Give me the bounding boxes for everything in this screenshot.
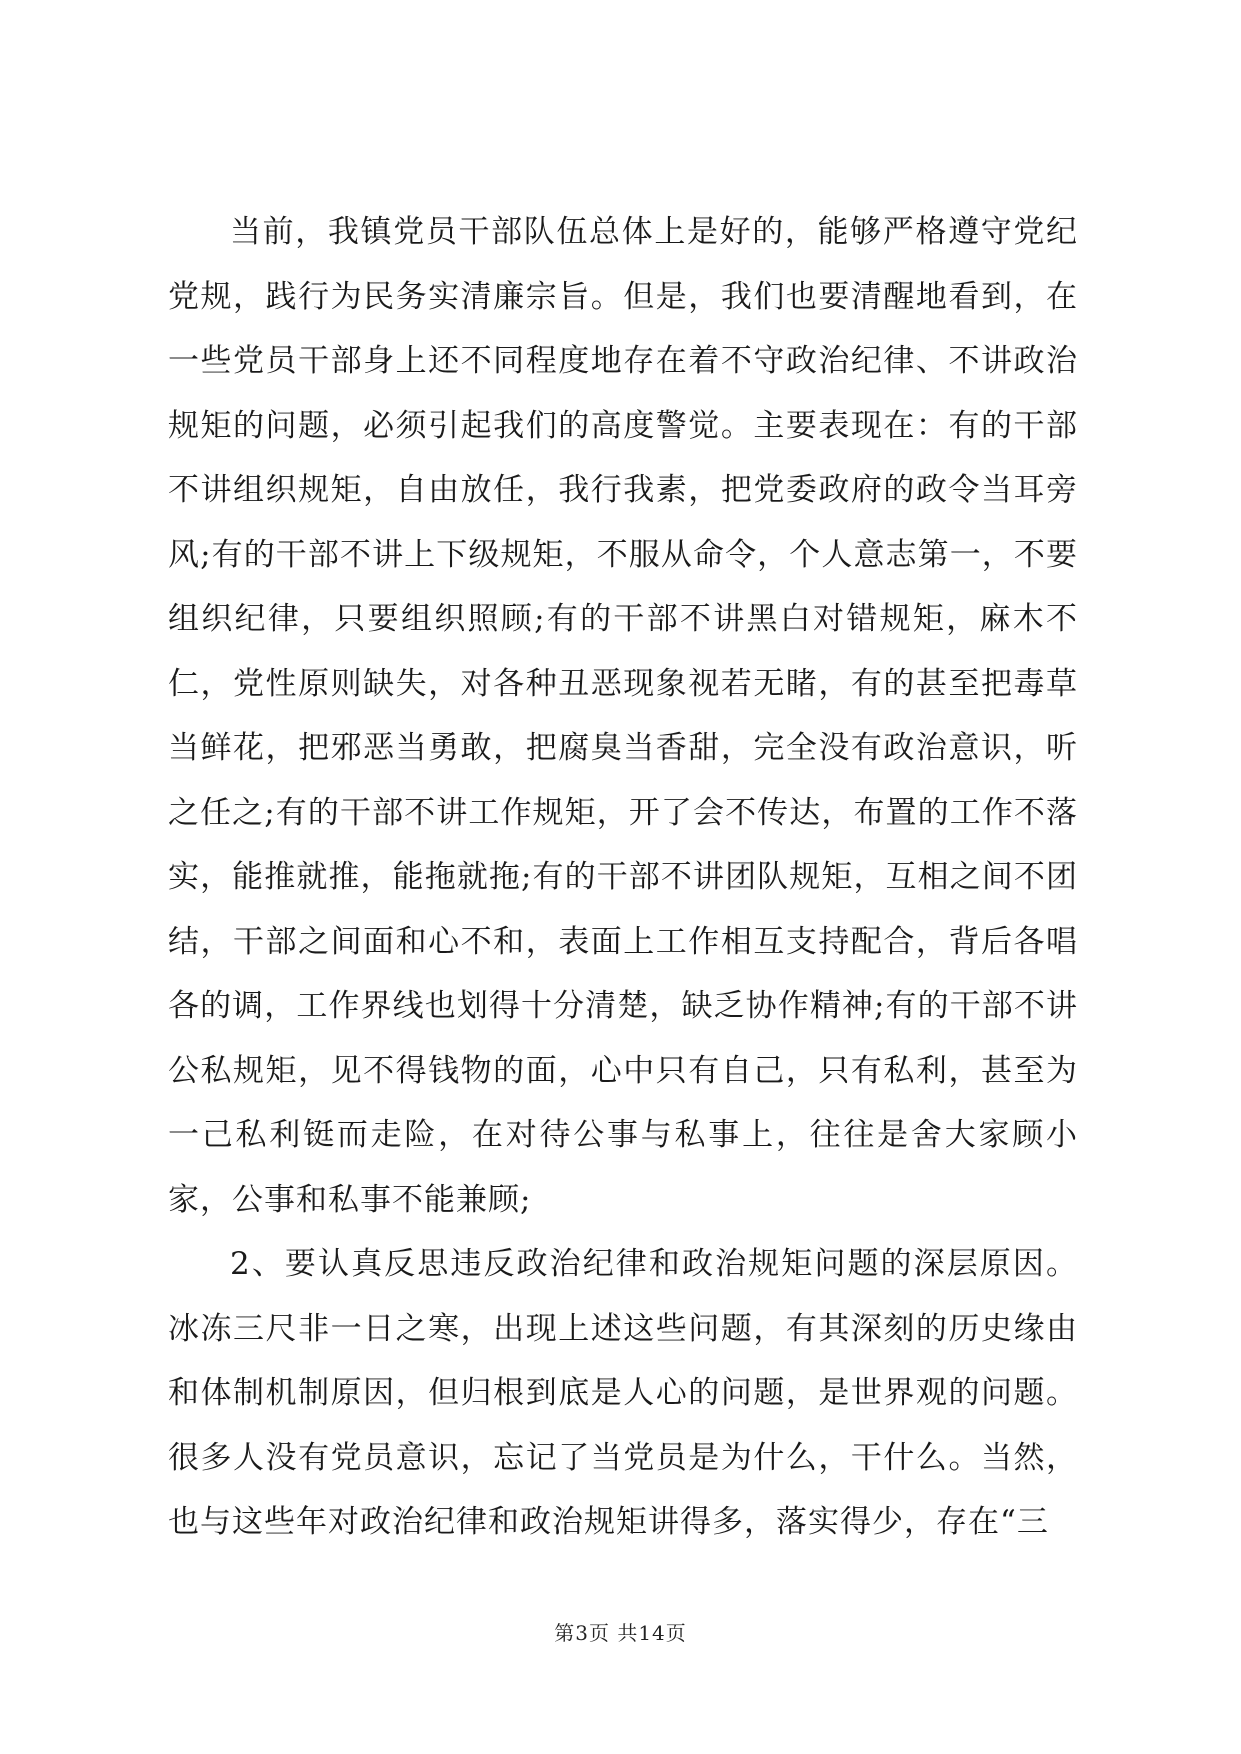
paragraph-1: 当前，我镇党员干部队伍总体上是好的，能够严格遵守党纪党规，践行为民务实清廉宗旨。但是，我们也要清醒地看到，在一些党员干部身上还不同程度地存在着不守政治纪律、不讲政治规矩的问题，必须引起我们的高度警觉。主要表现在：有的干部不讲组织规矩，自由放任，我行我素，把党委政府的政令当耳旁风;有的干部不讲上下级规矩，不服从命令，个人意志第一，不要组织纪律，只要组织照顾;有的干部不讲黑白对错规矩，麻木不仁，党性原则缺失，对各种丑恶现象视若无睹，有的甚至把毒草当鲜花，把邪恶当勇敢，把腐臭当香甜，完全没有政治意识，听之任之;有的干部不讲工作规矩，开了会不传达，布置的工作不落实，能推就推，能拖就拖;有的干部不讲团队规矩，互相之间不团结，干部之间面和心不和，表面上工作相互支持配合，背后各唱各的调，工作界线也划得十分清楚，缺乏协作精神;有的干部不讲公私规矩，见不得钱物的面，心中只有自己，只有私利，甚至为一己私利铤而走险，在对待公事与私事上，往往是舍大家顾小家，公事和私事不能兼顾;	[168, 214, 1078, 1218]
paragraph-2: 2、要认真反思违反政治纪律和政治规矩问题的深层原因。冰冻三尺非一日之寒，出现上述这些问题，有其深刻的历史缘由和体制机制原因，但归根到底是人心的问题，是世界观的问题。很多人没有党员意识，忘记了当党员是为什么，干什么。当然，也与这些年对政治纪律和政治规矩讲得多，落实得少，存在“三	[168, 1246, 1078, 1540]
document-body	[168, 200, 1078, 1555]
page-number-footer: 第3页 共14页	[554, 1621, 687, 1645]
